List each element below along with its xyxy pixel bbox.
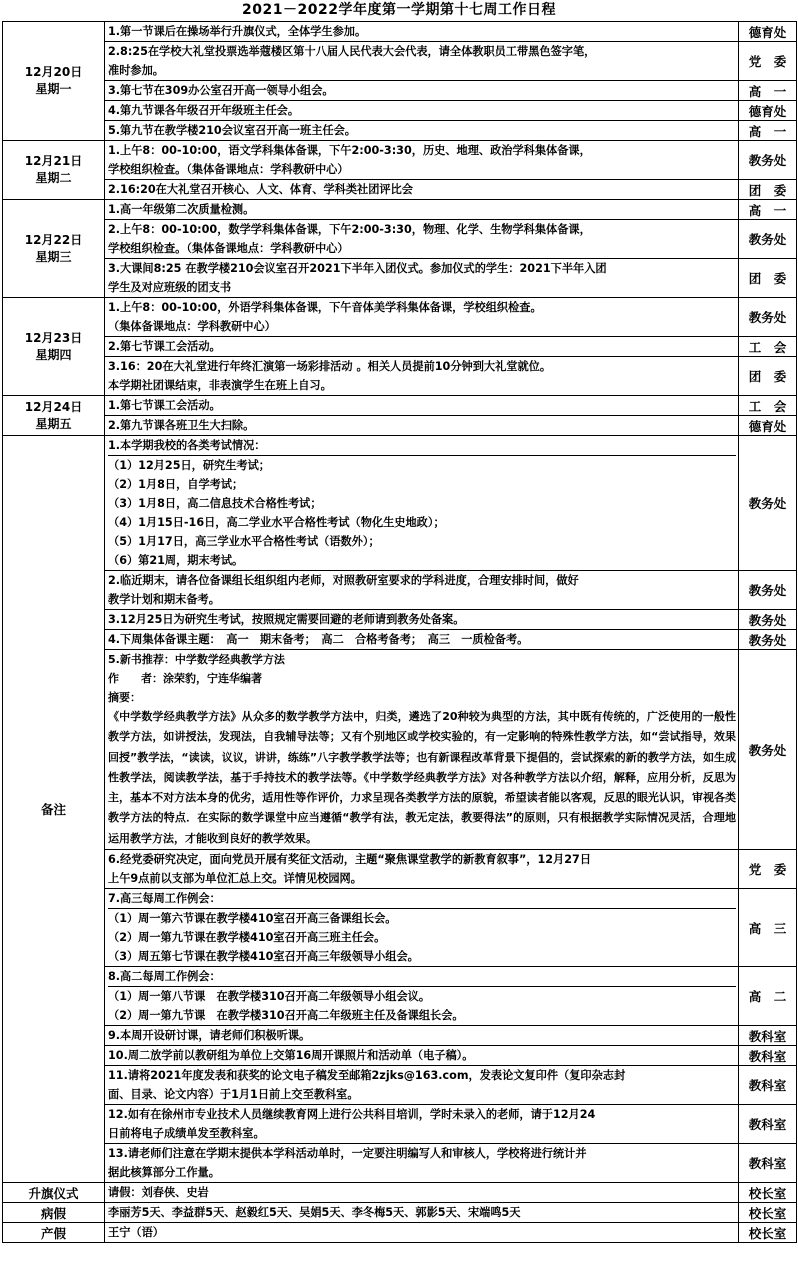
item-content	[105, 200, 739, 220]
table-row	[3, 396, 797, 416]
table-row	[3, 650, 797, 850]
item-line: 2.8:25在学校大礼堂投票选举蔻楼区第十八届人民代表大会代表，请全体教职员工带黑色签字笔，	[108, 45, 596, 58]
item-line: 4.第九节课各年级召开年级班主任会。	[108, 104, 300, 117]
weekday-label: 星期一	[35, 82, 72, 96]
table-row	[3, 630, 797, 650]
item-line: 据此核算部分工作量。	[108, 1166, 220, 1180]
department-cell: 教务处	[739, 141, 797, 180]
item-line: 学校组织检查。（集体备课地点：学科教研中心）	[108, 242, 349, 255]
item-line: 5.新书推荐：中学数学经典教学方法	[108, 653, 285, 666]
footer-text: 王宁（语）	[108, 1226, 164, 1240]
page-title: 2021－2022学年度第一学期第十七周工作日程	[242, 2, 556, 18]
department-cell: 团 委	[739, 180, 797, 200]
weekday-label: 星期四	[35, 347, 72, 362]
item-line: （3）1月8日，高二信息技术合格性考试；	[108, 497, 322, 510]
date-label: 12月20日	[24, 65, 83, 79]
department-cell: 工 会	[739, 396, 797, 416]
item-line: 13.请老师们注意在学期末提供本学科活动单时，一定要注明编写人和审核人，学校将进行统计并	[108, 1147, 587, 1161]
department-cell: 团 委	[739, 259, 797, 298]
item-line: 1.高一年级第二次质量检测。	[108, 203, 255, 216]
footer-label: 病假	[3, 1203, 105, 1223]
item-content	[105, 416, 739, 436]
item-line: （1）周一第六节课在教学楼410室召开高三备课组长会。	[108, 912, 397, 926]
department-cell: 教务处	[739, 650, 797, 850]
item-content	[105, 180, 739, 200]
item-line: 学校组织检查。（集体备课地点：学科教研中心）	[108, 163, 349, 176]
department-cell: 教务处	[739, 571, 797, 610]
item-line: 3.12月25日为研究生考试，按照规定需要回避的老师请到教务处备案。	[108, 613, 465, 626]
department-cell: 高 一	[739, 121, 797, 141]
item-content	[105, 650, 739, 850]
item-line: 3.16：20在大礼堂进行年终汇演第一场彩排活动 。相关人员提前10分钟到大礼堂就位。	[108, 360, 552, 373]
date-cell	[3, 141, 105, 200]
date-label: 12月22日	[24, 232, 83, 247]
item-content	[105, 1026, 739, 1046]
footer-content	[105, 1183, 739, 1203]
table-row	[3, 1046, 797, 1066]
table-row	[3, 1144, 797, 1183]
item-content	[105, 1046, 739, 1066]
item-line: 教学计划和期末备考。	[108, 593, 220, 606]
footer-content	[105, 1223, 739, 1243]
notes-label: 备注	[3, 436, 105, 1183]
date-label: 12月23日	[24, 330, 83, 345]
item-content	[105, 220, 739, 259]
table-row	[3, 101, 797, 121]
department-cell: 德育处	[739, 101, 797, 121]
table-row	[3, 357, 797, 396]
item-line: 5.第九节在教学楼210会议室召开高一班主任会。	[108, 124, 356, 137]
item-line: 11.请将2021年度发表和获奖的论文电子稿发至邮箱2zjks@163.com，发表论文复印件（复印杂志封	[108, 1069, 626, 1083]
item-line: （2）周一第九节课在教学楼410室召开高三班主任会。	[108, 931, 386, 945]
table-row	[3, 1183, 797, 1203]
department-cell: 高 一	[739, 81, 797, 101]
table-row	[3, 337, 797, 357]
item-line: 1.本学期我校的各类考试情况：	[108, 436, 736, 456]
department-cell: 团 委	[739, 357, 797, 396]
department-cell: 教科室	[739, 1046, 797, 1066]
item-line: 10.周二放学前以教研组为单位上交第16周开课照片和活动单（电子稿）。	[108, 1049, 474, 1063]
item-line: 作 者：涂荣豹，宁连华编著	[108, 672, 262, 685]
item-line: 12.如有在徐州市专业技术人员继续教育网上进行公共科目培训，学时未录入的老师，请于12月24	[108, 1108, 596, 1122]
item-content	[105, 101, 739, 121]
item-content	[105, 396, 739, 416]
item-line: 3.大课间8:25 在教学楼210会议室召开2021下半年入团仪式。参加仪式的学生：2021下半年入团	[108, 262, 607, 275]
table-row	[3, 967, 797, 1026]
department-cell: 高 二	[739, 967, 797, 1026]
department-cell: 校长室	[739, 1223, 797, 1243]
table-row	[3, 121, 797, 141]
item-content	[105, 850, 739, 889]
item-line: （6）第21周，期末考试。	[108, 554, 244, 567]
item-line: 2.临近期末，请各位备课组长组织组内老师，对照教研室要求的学科进度，合理安排时间，做好	[108, 574, 579, 587]
item-line: （集体备课地点：学科教研中心）	[108, 320, 276, 333]
date-cell	[3, 396, 105, 436]
item-line: 面、目录、论文内容）于1月1日前上交至教科室。	[108, 1088, 359, 1102]
footer-label: 产假	[3, 1223, 105, 1243]
item-content	[105, 337, 739, 357]
item-content	[105, 610, 739, 630]
item-content	[105, 22, 739, 42]
weekday-label: 星期三	[35, 249, 72, 264]
table-row	[3, 1066, 797, 1105]
item-content	[105, 121, 739, 141]
item-line: 本学期社团课结束，非表演学生在班上自习。	[108, 379, 332, 392]
department-cell: 校长室	[739, 1203, 797, 1223]
department-cell: 教务处	[739, 436, 797, 571]
table-row	[3, 81, 797, 101]
item-line: 2.上午8：00-10:00，数学学科集体备课，下午2:00-3:30，物理、化学、生物学科集体备课，	[108, 223, 591, 236]
table-row	[3, 22, 797, 42]
item-line: （2）1月8日，自学考试；	[108, 478, 244, 491]
item-line: （4）1月15日-16日，高二学业水平合格性考试（物化生史地政）；	[108, 516, 445, 529]
item-line: 准时参加。	[108, 64, 164, 77]
item-line: 上午9点前以支部为单位汇总上交。详情见校园网。	[108, 872, 362, 886]
department-cell: 教务处	[739, 610, 797, 630]
date-cell	[3, 22, 105, 141]
date-cell	[3, 298, 105, 396]
department-cell: 教务处	[739, 630, 797, 650]
weekday-label: 星期二	[35, 171, 72, 185]
item-line: 9.本周开设研讨课，请老师们积极听课。	[108, 1029, 311, 1043]
footer-label: 升旗仪式	[3, 1183, 105, 1203]
item-content	[105, 357, 739, 396]
table-row	[3, 436, 797, 571]
department-cell: 教务处	[739, 298, 797, 337]
table-row	[3, 610, 797, 630]
item-line: 摘要：	[108, 691, 141, 704]
item-content	[105, 889, 739, 967]
footer-text: 李丽芳5天、李益群5天、赵毅红5天、吴娟5天、李冬梅5天、郭影5天、宋端鸣5天	[108, 1206, 521, 1220]
table-row	[3, 220, 797, 259]
table-row	[3, 200, 797, 220]
item-content	[105, 1144, 739, 1183]
item-content	[105, 630, 739, 650]
item-line: （5）1月17日，高三学业水平合格性考试（语数外）；	[108, 535, 380, 548]
department-cell: 教科室	[739, 1105, 797, 1144]
department-cell: 德育处	[739, 416, 797, 436]
department-cell: 教科室	[739, 1026, 797, 1046]
table-row	[3, 416, 797, 436]
item-line: 2.16:20在大礼堂召开核心、人文、体育、学科类社团评比会	[108, 183, 413, 196]
table-row	[3, 850, 797, 889]
item-line: 6.经党委研究决定，面向党员开展有奖征文活动，主题“聚焦课堂教学的新教育叙事”，12月27日	[108, 853, 592, 867]
department-cell: 教务处	[739, 220, 797, 259]
department-cell: 高 三	[739, 889, 797, 967]
item-line: （3）周五第七节课在教学楼410室召开高三年级领导小组会。	[108, 950, 419, 964]
item-line: 4.下周集体备课主题： 高一 期末备考； 高二 合格考备考； 高三 一质检备考。	[108, 633, 529, 646]
table-row	[3, 259, 797, 298]
item-content	[105, 571, 739, 610]
department-cell: 高 一	[739, 200, 797, 220]
table-row	[3, 1105, 797, 1144]
item-content	[105, 298, 739, 337]
date-label: 12月24日	[24, 399, 83, 414]
item-line: 学生及对应班级的团支书	[108, 281, 232, 294]
weekday-label: 星期五	[35, 416, 72, 431]
date-label: 12月21日	[24, 154, 83, 168]
table-row	[3, 889, 797, 967]
item-content	[105, 141, 739, 180]
department-cell: 教科室	[739, 1066, 797, 1105]
book-abstract: 《中学数学经典教学方法》从众多的数学教学方法中，归类，遴选了20种较为典型的方法，其中既有传统的，广泛使用的一般性教学方法，如讲授法，发现法，自我辅导法等；又有个别地区或学校实验的，有一定影响的特殊性教学方法，如“尝试指导，效果回授”教学法，“读读，议议，讲讲，练练”八字教学教学法等；也有新课程改革背景下提倡的，尝试探索的新的教学方法，如生成性教学法，阅读教学法，基于手持技术的教学法等。《中学数学经典教学方法》对各种教学方法以介绍，解释，应用分析，反思为主，基本不对方法本身的优劣，适用性等作评价，力求呈现各类教学方法的原貌，希望读者能以客观，反思的眼光认识，审视各类教学方法的特点．在实际的数学课堂中应当遵循“教学有法，教无定法，教要得法”的原则，只有根据教学实际情况灵活，合理地运用教学方法，才能收到良好的教学效果。	[108, 710, 736, 845]
item-line: 2.第七节课工会活动。	[108, 340, 221, 353]
item-line: （1）12月25日，研究生考试；	[108, 459, 270, 472]
footer-content	[105, 1203, 739, 1223]
table-row	[3, 1026, 797, 1046]
item-content	[105, 1105, 739, 1144]
item-line: 7.高三每周工作例会：	[108, 889, 736, 909]
item-line: 1.第七节课工会活动。	[108, 399, 221, 412]
item-content	[105, 81, 739, 101]
item-line: 8.高二每周工作例会：	[108, 967, 736, 987]
department-cell: 教科室	[739, 1144, 797, 1183]
table-row	[3, 1203, 797, 1223]
item-line: （1）周一第八节课 在教学楼310召开高二年级领导小组会议。	[108, 990, 431, 1004]
department-cell: 校长室	[739, 1183, 797, 1203]
table-row	[3, 1223, 797, 1243]
item-content	[105, 259, 739, 298]
item-line: （2）周一第九节课 在教学楼310召开高二年级班主任及备课组长会。	[108, 1009, 464, 1023]
item-content	[105, 1066, 739, 1105]
item-line: 1.上午8：00-10:00，语文学科集体备课，下午2:00-3:30，历史、地理、政治学科集体备课，	[108, 144, 591, 157]
table-row	[3, 141, 797, 180]
item-content	[105, 42, 739, 81]
date-cell	[3, 200, 105, 298]
department-cell: 工 会	[739, 337, 797, 357]
schedule-table	[2, 21, 797, 1243]
item-line: 日前将电子成绩单发至教科室。	[108, 1127, 265, 1141]
table-row	[3, 298, 797, 337]
item-content	[105, 967, 739, 1026]
item-line: 2.第九节课各班卫生大扫除。	[108, 419, 255, 432]
item-line: 1.上午8：00-10:00，外语学科集体备课，下午音体美学科集体备课，学校组织检查。	[108, 301, 542, 314]
department-cell: 德育处	[739, 22, 797, 42]
table-row	[3, 42, 797, 81]
table-row	[3, 571, 797, 610]
item-line: 3.第七节在309办公室召开高一领导小组会。	[108, 84, 334, 97]
department-cell: 党 委	[739, 42, 797, 81]
table-row	[3, 180, 797, 200]
department-cell: 党 委	[739, 850, 797, 889]
item-content	[105, 436, 739, 571]
footer-text: 请假：刘春侠、史岩	[108, 1186, 209, 1200]
item-line: 1.第一节课后在操场举行升旗仪式，全体学生参加。	[108, 25, 367, 38]
